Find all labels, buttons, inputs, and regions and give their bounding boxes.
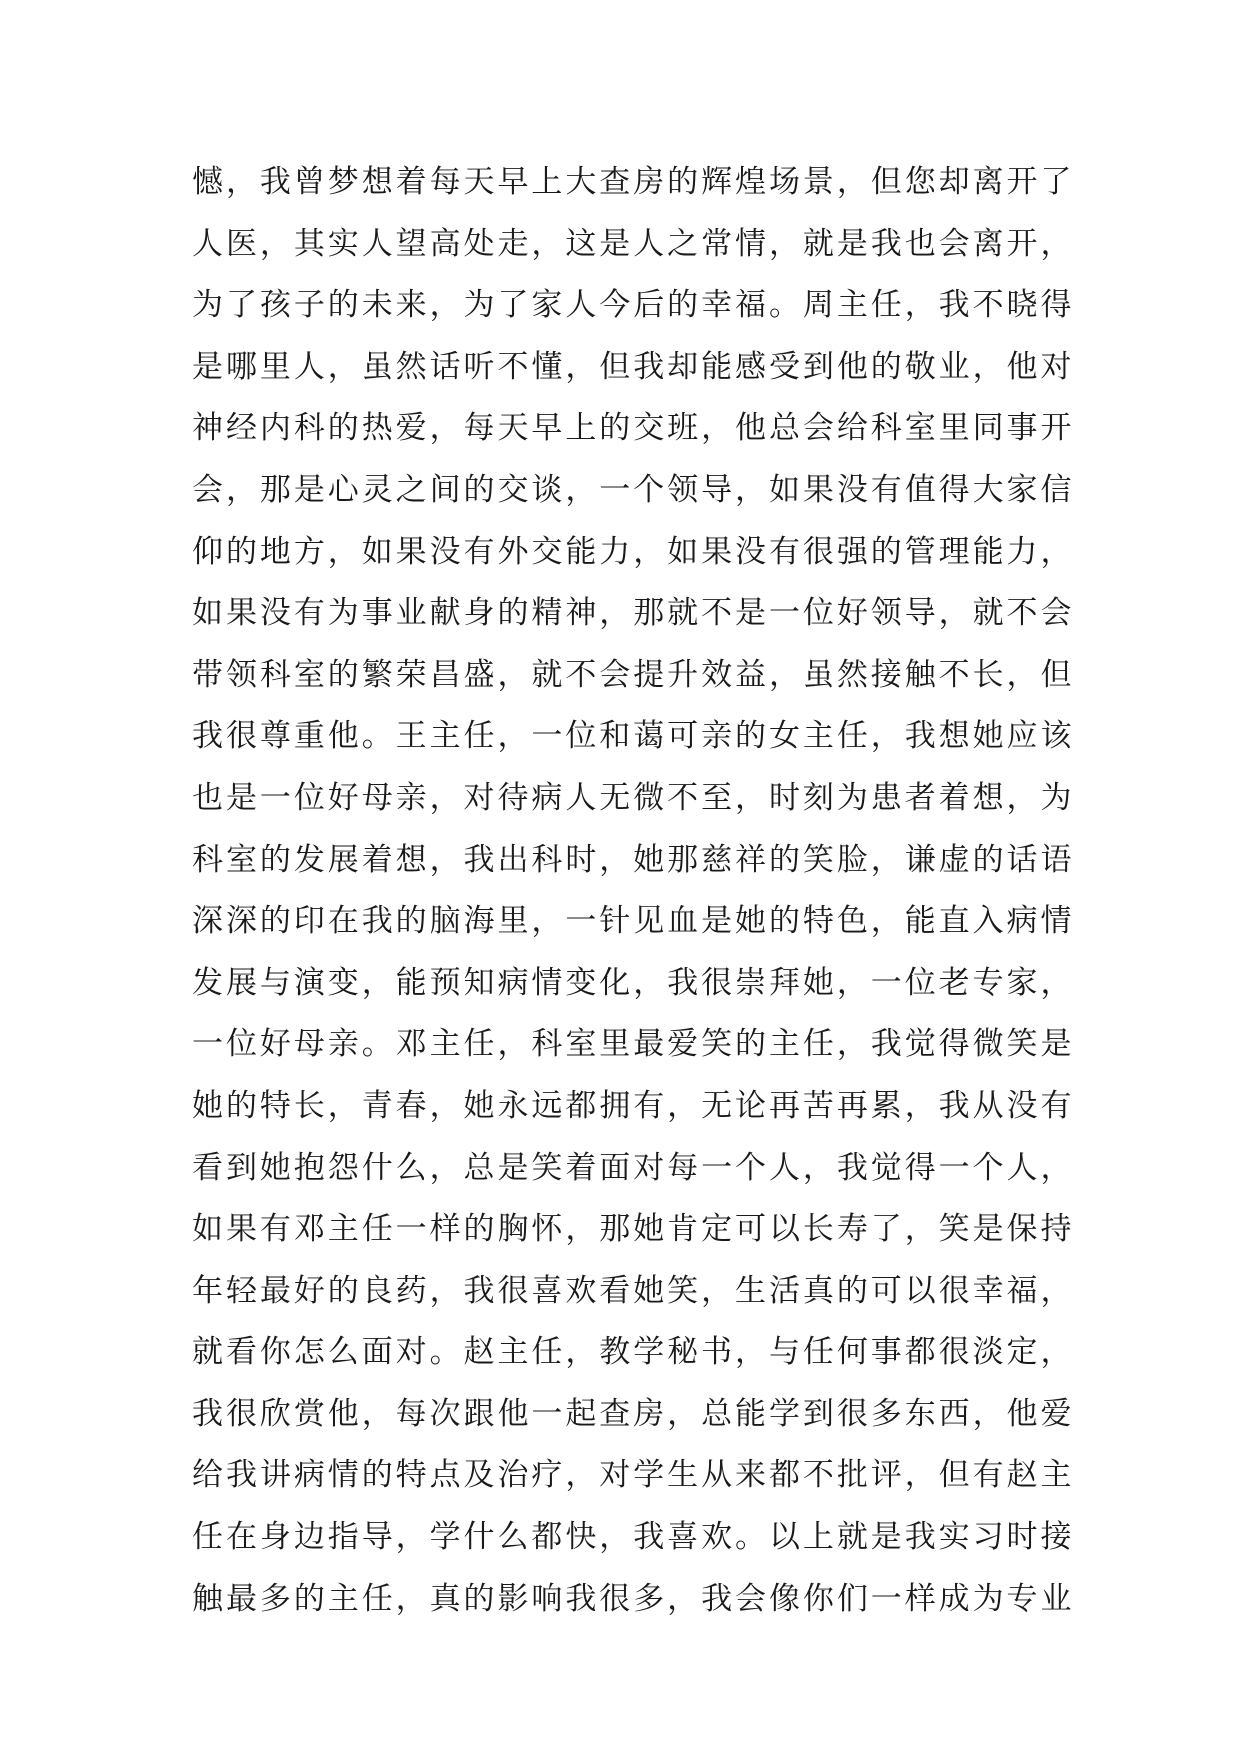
text-line: 她的特长，青春，她永远都拥有，无论再苦再累，我从没有 xyxy=(192,1087,1072,1124)
text-line: 看到她抱怨什么，总是笑着面对每一个人，我觉得一个人， xyxy=(192,1149,1072,1186)
text-line: 为了孩子的未来，为了家人今后的幸福。周主任，我不晓得 xyxy=(192,287,1072,324)
text-line: 发展与演变，能预知病情变化，我很崇拜她，一位老专家， xyxy=(192,964,1072,1001)
text-line: 触最多的主任，真的影响我很多，我会像你们一样成为专业 xyxy=(192,1580,1072,1617)
text-line: 如果没有为事业献身的精神，那就不是一位好领导，就不会 xyxy=(192,595,1072,632)
text-line: 会，那是心灵之间的交谈，一个领导，如果没有值得大家信 xyxy=(192,471,1072,508)
text-line: 我很尊重他。王主任，一位和蔼可亲的女主任，我想她应该 xyxy=(192,718,1072,755)
text-line: 给我讲病情的特点及治疗，对学生从来都不批评，但有赵主 xyxy=(192,1457,1072,1494)
text-line: 带领科室的繁荣昌盛，就不会提升效益，虽然接触不长，但 xyxy=(192,656,1072,693)
text-line: 一位好母亲。邓主任，科室里最爱笑的主任，我觉得微笑是 xyxy=(192,1026,1072,1063)
text-line: 年轻最好的良药，我很喜欢看她笑，生活真的可以很幸福， xyxy=(192,1272,1072,1309)
text-line: 神经内科的热爱，每天早上的交班，他总会给科室里同事开 xyxy=(192,410,1072,447)
text-line: 人医，其实人望高处走，这是人之常情，就是我也会离开， xyxy=(192,225,1072,262)
text-line: 是哪里人，虽然话听不懂，但我却能感受到他的敬业，他对 xyxy=(192,348,1072,385)
text-line: 如果有邓主任一样的胸怀，那她肯定可以长寿了，笑是保持 xyxy=(192,1211,1072,1248)
text-line: 深深的印在我的脑海里，一针见血是她的特色，能直入病情 xyxy=(192,903,1072,940)
text-line: 也是一位好母亲，对待病人无微不至，时刻为患者着想，为 xyxy=(192,779,1072,816)
body-text xyxy=(192,152,1072,1630)
text-line: 我很欣赏他，每次跟他一起查房，总能学到很多东西，他爱 xyxy=(192,1395,1072,1432)
text-line: 任在身边指导，学什么都快，我喜欢。以上就是我实习时接 xyxy=(192,1519,1072,1556)
text-line: 就看你怎么面对。赵主任，教学秘书，与任何事都很淡定， xyxy=(192,1334,1072,1371)
text-line: 科室的发展着想，我出科时，她那慈祥的笑脸，谦虚的话语 xyxy=(192,841,1072,878)
text-line: 憾，我曾梦想着每天早上大查房的辉煌场景，但您却离开了 xyxy=(192,164,1072,200)
text-line: 仰的地方，如果没有外交能力，如果没有很强的管理能力， xyxy=(192,533,1072,570)
